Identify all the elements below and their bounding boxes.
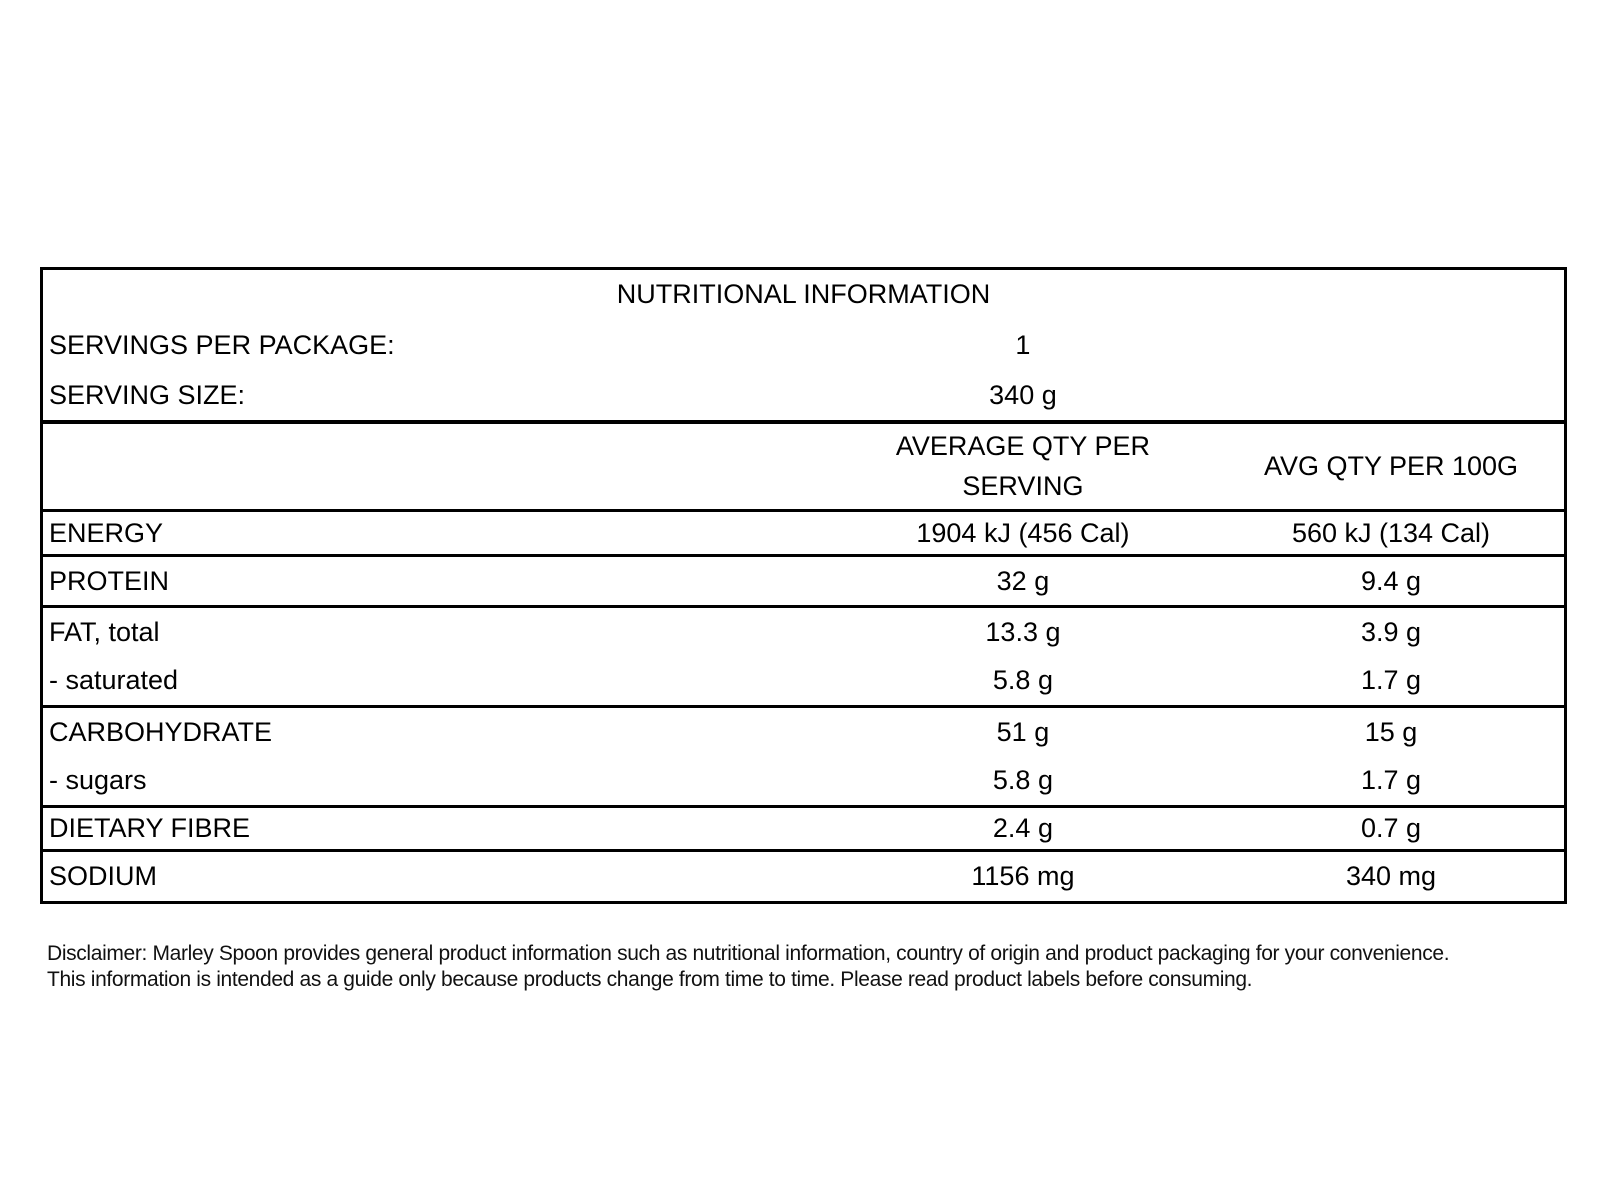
nutrient-per-100g: 15 g xyxy=(1364,716,1418,747)
nutrient-per-serving: 2.4 g xyxy=(828,807,1218,851)
nutrition-table xyxy=(40,267,1567,904)
servings-per-package-label: SERVINGS PER PACKAGE: xyxy=(49,329,395,360)
disclaimer-line-2: This information is intended as a guide only because products change from time to time. Please read product labels before consuming. xyxy=(47,968,1253,991)
table-row-column-headers xyxy=(42,422,1566,511)
nutrient-per-serving: 5.8 g xyxy=(828,657,1218,707)
table-title: NUTRITIONAL INFORMATION xyxy=(616,279,991,310)
nutrient-per-100g: 560 kJ (134 Cal) xyxy=(1218,511,1565,556)
nutrient-per-serving: 5.8 g xyxy=(828,757,1218,807)
nutrient-label: CARBOHYDRATE xyxy=(49,716,273,747)
nutrient-label: ENERGY xyxy=(42,511,828,556)
nutrient-label: DIETARY FIBRE xyxy=(42,807,828,851)
disclaimer-line-1: Disclaimer: Marley Spoon provides general product information such as nutritional information, country of origin and product packaging for your convenience. xyxy=(47,942,1450,965)
table-row-fat-total xyxy=(42,607,1566,657)
empty-cell xyxy=(42,422,828,511)
serving-size-label: SERVING SIZE: xyxy=(42,371,828,422)
nutrient-per-100g: 340 mg xyxy=(1345,861,1437,891)
table-row-carbohydrate xyxy=(42,707,1566,757)
disclaimer xyxy=(47,941,1557,993)
nutrient-label: SODIUM xyxy=(49,861,157,891)
table-row-dietary-fibre xyxy=(42,807,1566,851)
nutrient-per-100g: 1.7 g xyxy=(1218,657,1565,707)
nutrient-per-100g: 3.9 g xyxy=(1360,616,1422,647)
nutrient-per-100g: 9.4 g xyxy=(1218,556,1565,607)
nutrient-per-serving: 1156 mg xyxy=(971,861,1075,891)
nutrient-sublabel: - saturated xyxy=(42,657,828,707)
nutrient-label: PROTEIN xyxy=(42,556,828,607)
serving-size-value: 340 g xyxy=(828,371,1218,422)
table-row-sugars xyxy=(42,757,1566,807)
column-header-per-100g: AVG QTY PER 100G xyxy=(1218,422,1565,511)
column-header-per-serving xyxy=(828,422,1218,511)
table-row-fat-saturated xyxy=(42,657,1566,707)
nutrient-label: FAT, total xyxy=(49,616,160,647)
empty-cell xyxy=(1218,320,1565,371)
nutrient-sublabel: - sugars xyxy=(42,757,828,807)
table-row-protein xyxy=(42,556,1566,607)
table-row-energy xyxy=(42,511,1566,556)
table-row-title xyxy=(42,269,1566,320)
nutrient-per-serving: 1904 kJ (456 Cal) xyxy=(828,511,1218,556)
table-row-serving-size xyxy=(42,371,1566,422)
empty-cell xyxy=(1218,371,1565,422)
servings-per-package-value: 1 xyxy=(1015,329,1031,360)
nutrient-per-serving: 13.3 g xyxy=(985,616,1061,647)
nutrient-per-serving: 51 g xyxy=(996,716,1050,747)
table-row-servings xyxy=(42,320,1566,371)
table-row-sodium xyxy=(42,851,1566,903)
nutrient-per-100g: 0.7 g xyxy=(1218,807,1565,851)
nutrient-per-100g: 1.7 g xyxy=(1218,757,1565,807)
column-header-per-serving-text: AVERAGE QTY PER SERVING xyxy=(895,431,1150,502)
nutrient-per-serving: 32 g xyxy=(828,556,1218,607)
